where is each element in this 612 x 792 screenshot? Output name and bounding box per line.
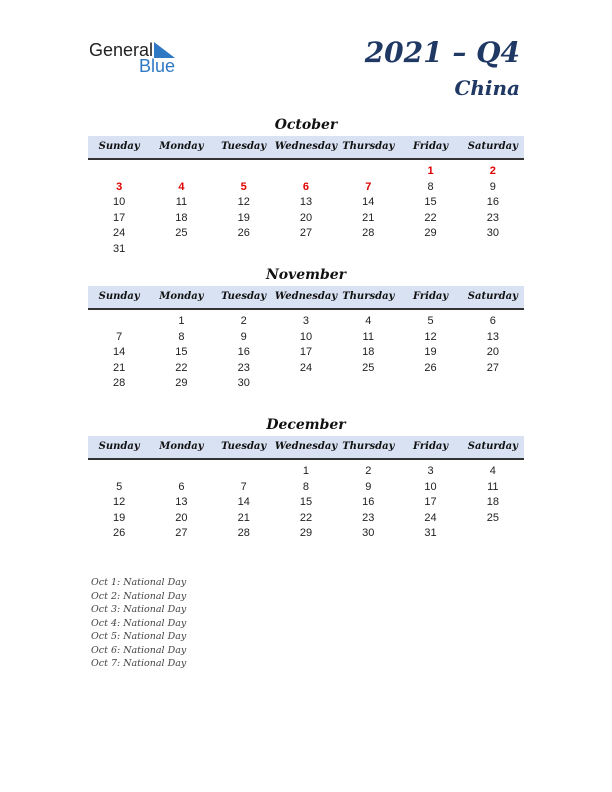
day-cell: 8 — [427, 180, 434, 193]
day-cell: 4 — [365, 315, 372, 327]
week-row — [88, 211, 524, 227]
weekday-label: Monday — [159, 141, 204, 152]
day-cell: 5 — [427, 315, 434, 327]
empty-day-cell — [399, 376, 461, 392]
weekday-label: Saturday — [467, 291, 518, 302]
weekday-label: Thursday — [342, 291, 395, 302]
day-cell: 6 — [489, 315, 496, 327]
day-cell: 20 — [486, 346, 499, 358]
empty-day-cell — [275, 376, 337, 392]
day-cell: 5 — [116, 480, 123, 493]
day-cell: 26 — [424, 361, 437, 374]
holiday-notes — [91, 576, 186, 671]
day-cell: 3 — [427, 465, 434, 477]
day-cell: 28 — [237, 527, 250, 539]
day-cell: 21 — [237, 511, 250, 524]
day-cell: 8 — [302, 480, 310, 493]
day-cell: 25 — [362, 361, 375, 374]
day-cell: 18 — [362, 346, 375, 358]
day-cell: 20 — [175, 511, 188, 524]
day-cell: 7 — [240, 480, 247, 493]
weekday-label: Saturday — [467, 441, 518, 452]
day-cell: 9 — [365, 480, 372, 493]
day-cell: 2 — [240, 315, 247, 327]
day-cell: 16 — [486, 196, 499, 208]
day-cell: 16 — [362, 496, 375, 508]
empty-day-cell — [337, 242, 399, 258]
day-cell: 15 — [175, 346, 188, 358]
day-cell: 30 — [486, 227, 499, 239]
week-row — [88, 345, 524, 361]
day-cell: 1 — [427, 165, 434, 177]
day-cell: 1 — [178, 315, 185, 327]
empty-day-cell — [150, 464, 212, 480]
day-cell: 23 — [237, 361, 250, 374]
day-cell: 8 — [178, 330, 185, 343]
day-cell: 27 — [299, 227, 313, 239]
day-cell: 21 — [113, 361, 126, 374]
day-cell: 25 — [486, 511, 499, 524]
day-cell: 19 — [237, 211, 250, 224]
weekday-header-row — [88, 136, 524, 160]
logo-blue-text: Blue — [139, 56, 176, 76]
week-row — [88, 180, 524, 196]
day-cell: 9 — [240, 330, 247, 343]
weekday-label: Friday — [412, 291, 449, 302]
day-cell: 15 — [299, 496, 313, 508]
weekday-label: Friday — [412, 141, 449, 152]
day-cell: 1 — [302, 465, 310, 477]
weekday-label: Saturday — [467, 141, 518, 152]
day-cell: 19 — [113, 511, 126, 524]
month-title: December — [266, 417, 346, 433]
day-cell: 10 — [113, 196, 126, 208]
week-row — [88, 511, 524, 527]
month-november — [88, 265, 524, 392]
day-cell: 21 — [362, 211, 375, 224]
weekday-label: Thursday — [342, 141, 395, 152]
day-cell: 11 — [362, 330, 374, 343]
empty-day-cell — [337, 164, 399, 180]
day-cell: 12 — [424, 330, 437, 343]
day-cell: 3 — [116, 180, 123, 193]
day-cell: 13 — [299, 196, 313, 208]
holiday-note: Oct 4: National Day — [91, 617, 187, 629]
day-cell: 26 — [237, 227, 250, 239]
day-cell: 15 — [424, 196, 437, 208]
day-cell: 10 — [424, 480, 437, 493]
day-cell: 23 — [486, 211, 499, 224]
empty-day-cell — [462, 242, 524, 258]
month-title: November — [265, 267, 347, 283]
weekday-label: Friday — [412, 441, 449, 452]
empty-day-cell — [213, 242, 275, 258]
country-subtitle: China — [454, 76, 520, 100]
day-cell: 25 — [175, 227, 188, 239]
week-row — [88, 314, 524, 330]
holiday-note: Oct 3: National Day — [91, 604, 187, 615]
empty-day-cell — [275, 242, 337, 258]
day-cell: 29 — [175, 377, 188, 389]
day-cell: 18 — [486, 496, 499, 508]
day-cell: 14 — [237, 496, 250, 508]
weekday-label: Monday — [159, 441, 204, 452]
empty-day-cell — [150, 164, 212, 180]
week-row — [88, 195, 524, 211]
day-cell: 27 — [175, 527, 188, 539]
weekday-label: Sunday — [98, 291, 140, 302]
weekday-label: Sunday — [98, 141, 140, 152]
week-row — [88, 464, 524, 480]
week-row — [88, 361, 524, 377]
week-row — [88, 330, 524, 346]
empty-day-cell — [462, 376, 524, 392]
week-row — [88, 480, 524, 496]
day-cell: 6 — [178, 480, 185, 493]
week-row — [88, 164, 524, 180]
day-cell: 31 — [424, 527, 437, 539]
day-cell: 30 — [362, 527, 375, 539]
empty-day-cell — [462, 526, 524, 542]
weekday-label: Sunday — [98, 441, 140, 452]
weekday-label: Wednesday — [274, 441, 338, 452]
day-cell: 29 — [299, 527, 313, 539]
day-cell: 13 — [175, 496, 188, 508]
day-cell: 4 — [178, 180, 185, 193]
day-cell: 20 — [299, 211, 313, 224]
weekday-label: Thursday — [342, 441, 395, 452]
day-cell: 14 — [113, 346, 126, 358]
day-cell: 13 — [486, 330, 499, 343]
day-cell: 22 — [175, 361, 188, 374]
holiday-note: Oct 2: National Day — [91, 590, 187, 602]
day-cell: 26 — [113, 527, 126, 539]
day-cell: 4 — [489, 465, 496, 477]
day-cell: 27 — [486, 361, 499, 374]
empty-day-cell — [399, 242, 461, 258]
day-cell: 11 — [175, 196, 188, 208]
empty-day-cell — [275, 164, 337, 180]
week-row — [88, 495, 524, 511]
day-cell: 2 — [489, 165, 496, 177]
holiday-note: Oct 1: National Day — [91, 577, 187, 588]
day-cell: 7 — [116, 330, 123, 343]
weekday-label: Tuesday — [221, 441, 267, 452]
empty-day-cell — [88, 314, 150, 330]
month-october — [88, 115, 524, 257]
day-cell: 28 — [113, 377, 126, 389]
day-cell: 28 — [362, 227, 375, 239]
day-cell: 31 — [113, 242, 126, 255]
day-cell: 2 — [365, 465, 372, 477]
weekday-label: Tuesday — [221, 141, 267, 152]
day-cell: 6 — [302, 180, 310, 193]
day-cell: 3 — [302, 315, 310, 327]
week-row — [88, 226, 524, 242]
day-cell: 16 — [237, 346, 250, 358]
day-cell: 11 — [487, 480, 499, 493]
page-title: 2021 – Q4 — [364, 36, 520, 69]
day-cell: 17 — [299, 346, 313, 358]
day-cell: 17 — [424, 496, 437, 508]
week-row — [88, 376, 524, 392]
day-cell: 22 — [299, 511, 313, 524]
logo-general-text: General — [89, 40, 154, 60]
empty-day-cell — [213, 164, 275, 180]
holiday-note: Oct 7: National Day — [91, 658, 187, 669]
day-cell: 14 — [362, 196, 375, 208]
day-cell: 12 — [237, 196, 250, 208]
day-cell: 9 — [489, 180, 496, 193]
holiday-note: Oct 6: National Day — [91, 644, 187, 656]
month-december — [88, 415, 524, 542]
day-cell: 23 — [362, 511, 375, 524]
holiday-note: Oct 5: National Day — [91, 631, 187, 642]
empty-day-cell — [88, 464, 150, 480]
day-cell: 19 — [424, 346, 437, 358]
weekday-label: Monday — [159, 291, 204, 302]
day-cell: 30 — [237, 377, 250, 389]
weekday-label: Wednesday — [274, 141, 338, 152]
day-cell: 24 — [299, 361, 313, 374]
weekday-header-row — [88, 436, 524, 460]
week-row — [88, 526, 524, 542]
day-cell: 10 — [299, 330, 313, 343]
month-title: October — [274, 117, 338, 133]
day-cell: 12 — [113, 496, 126, 508]
day-cell: 7 — [365, 180, 372, 193]
day-cell: 22 — [424, 211, 437, 224]
week-row — [88, 242, 524, 258]
day-cell: 5 — [240, 180, 247, 193]
day-cell: 24 — [113, 227, 126, 239]
weekday-label: Wednesday — [274, 291, 338, 302]
day-cell: 17 — [113, 211, 126, 224]
weekday-label: Tuesday — [221, 291, 267, 302]
empty-day-cell — [337, 376, 399, 392]
day-cell: 18 — [175, 211, 188, 224]
day-cell: 24 — [424, 511, 437, 524]
empty-day-cell — [150, 242, 212, 258]
empty-day-cell — [213, 464, 275, 480]
weekday-header-row — [88, 286, 524, 310]
empty-day-cell — [88, 164, 150, 180]
day-cell: 29 — [424, 227, 437, 239]
